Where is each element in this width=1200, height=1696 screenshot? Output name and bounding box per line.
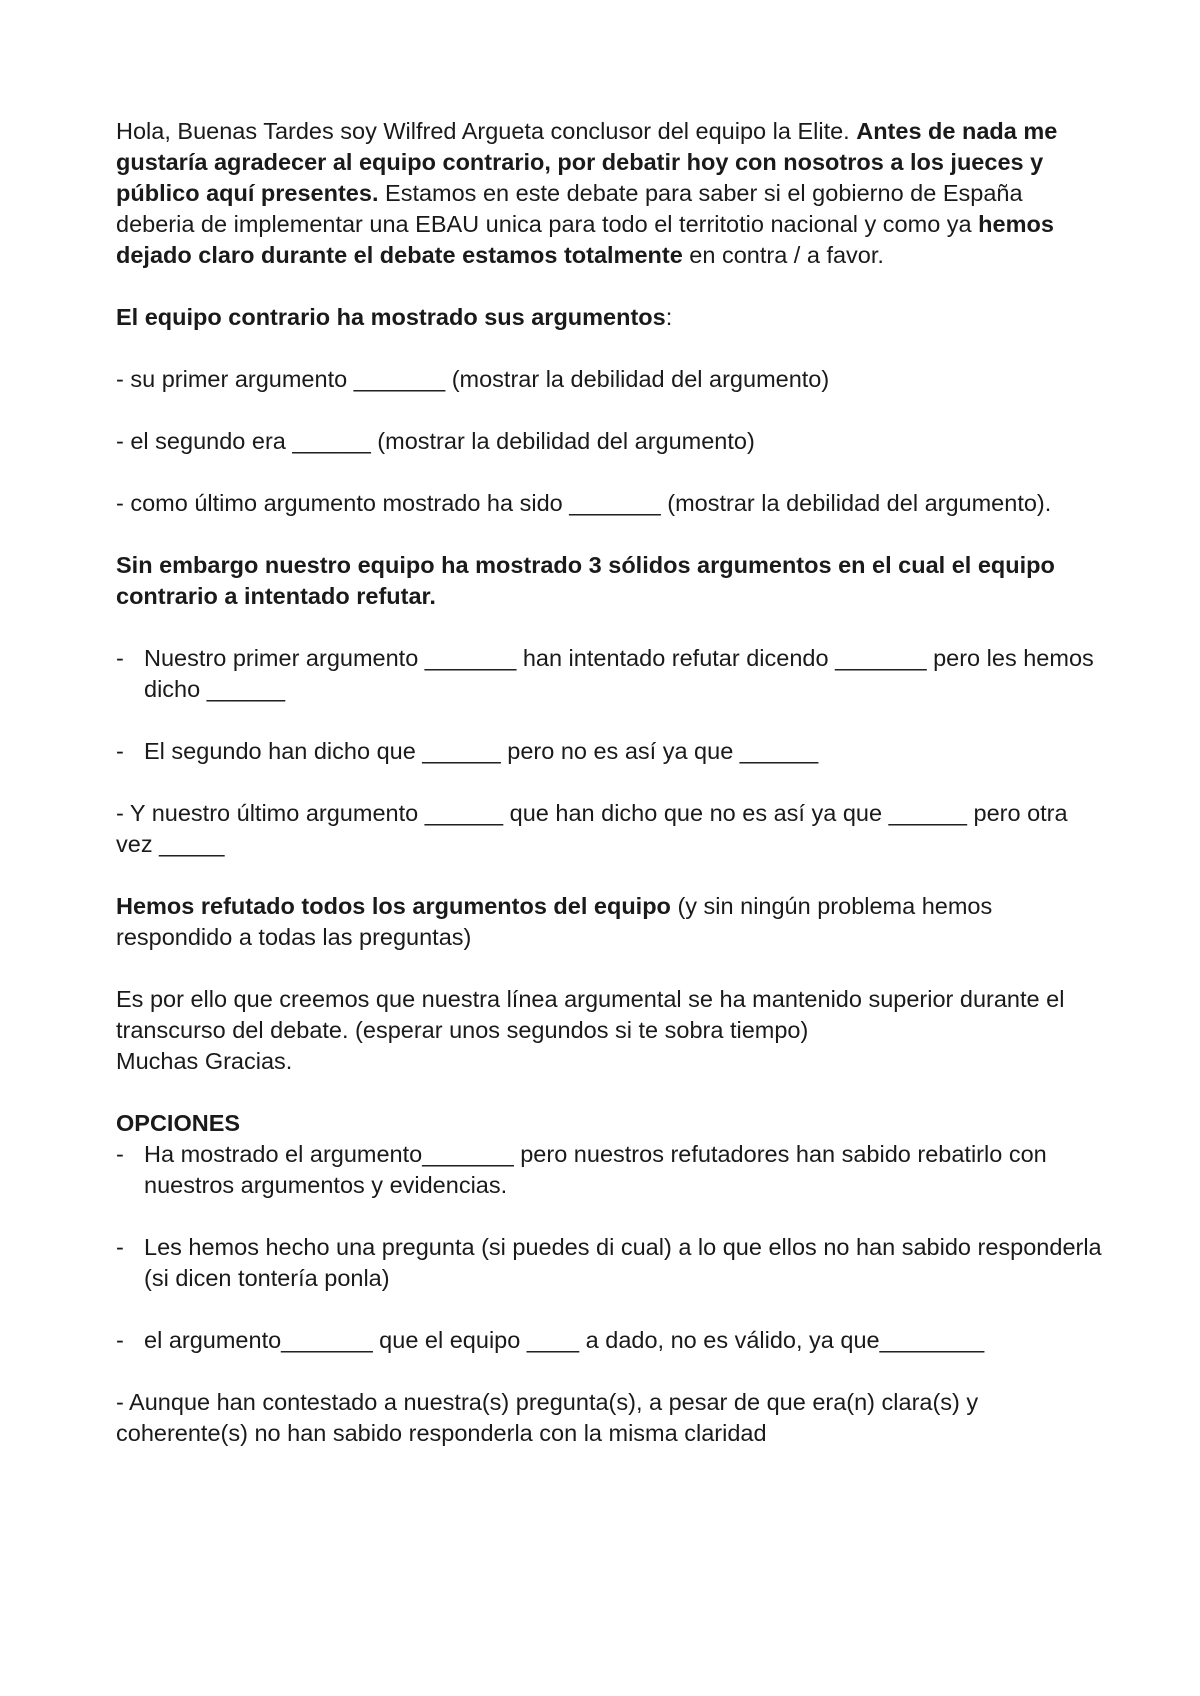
opponent-heading: El equipo contrario ha mostrado sus argumentos: (116, 304, 673, 330)
our-item-2-text: El segundo han dicho que ______ pero no es así ya que ______ (144, 738, 819, 764)
opponent-item-1: - su primer argumento _______ (mostrar la debilidad del argumento) (116, 366, 830, 392)
intro-stance-bold: hemos dejado claro durante el debate estamos totalmente (116, 211, 1054, 268)
option-item-2-text: Les hemos hecho una pregunta (si puedes di cual) a lo que ellos no han sabido responderla (si dicen tontería ponla) (144, 1234, 1102, 1291)
closing-paragraph: Es por ello que creemos que nuestra línea argumental se ha mantenido superior durante el transcurso del debate. (esperar unos segundos si te sobra tiempo) (116, 986, 1065, 1043)
refuted-paragraph (116, 891, 1106, 953)
list-dash: - (116, 1327, 124, 1353)
option-item-1-text: Ha mostrado el argumento_______ pero nuestros refutadores han sabido rebatirlo con nuestros argumentos y evidencias. (144, 1141, 1047, 1198)
our-item-1 (116, 643, 1106, 705)
our-item-3: - Y nuestro último argumento ______ que han dicho que no es así ya que ______ pero otra vez _____ (116, 800, 1068, 857)
refuted-bold: Hemos refutado todos los argumentos del equipo (116, 893, 671, 919)
intro-stance: en contra / a favor. (682, 242, 884, 268)
list-dash: - (116, 738, 124, 764)
list-dash: - (116, 1141, 124, 1167)
option-item-1 (116, 1139, 1106, 1201)
document-body (116, 116, 1106, 1449)
closing-thanks: Muchas Gracias. (116, 1048, 293, 1074)
opponent-item-2: - el segundo era ______ (mostrar la debilidad del argumento) (116, 428, 755, 454)
list-dash: - (116, 645, 124, 671)
our-item-2 (116, 736, 1106, 767)
option-item-2 (116, 1232, 1106, 1294)
list-dash: - (116, 1234, 124, 1260)
intro-greeting: Hola, Buenas Tardes soy Wilfred Argueta conclusor del equipo la Elite. (116, 118, 857, 144)
intro-thanks: Antes de nada me gustaría agradecer al equipo contrario, por debatir hoy con nosotros a los jueces y público aquí presentes. (116, 118, 1058, 206)
opponent-item-3: - como último argumento mostrado ha sido _______ (mostrar la debilidad del argumento). (116, 490, 1052, 516)
intro-paragraph (116, 116, 1106, 271)
option-item-3 (116, 1325, 1106, 1356)
refuted-rest: (y sin ningún problema hemos respondido a todas las preguntas) (116, 893, 993, 950)
option-item-4: - Aunque han contestado a nuestra(s) pregunta(s), a pesar de que era(n) clara(s) y coherente(s) no han sabido responderla con la misma claridad (116, 1389, 979, 1446)
options-heading: OPCIONES (116, 1110, 241, 1136)
option-item-3-text: el argumento_______ que el equipo ____ a dado, no es válido, ya que________ (144, 1327, 985, 1353)
our-item-1-text: Nuestro primer argumento _______ han intentado refutar dicendo _______ pero les hemos dicho ______ (144, 645, 1094, 702)
our-arguments-heading: Sin embargo nuestro equipo ha mostrado 3 sólidos argumentos en el cual el equipo contrario a intentado refutar. (116, 552, 1055, 609)
intro-topic: Estamos en este debate para saber si el gobierno de España deberia de implementar una EBAU unica para todo el territotio nacional y como ya (116, 180, 1023, 237)
